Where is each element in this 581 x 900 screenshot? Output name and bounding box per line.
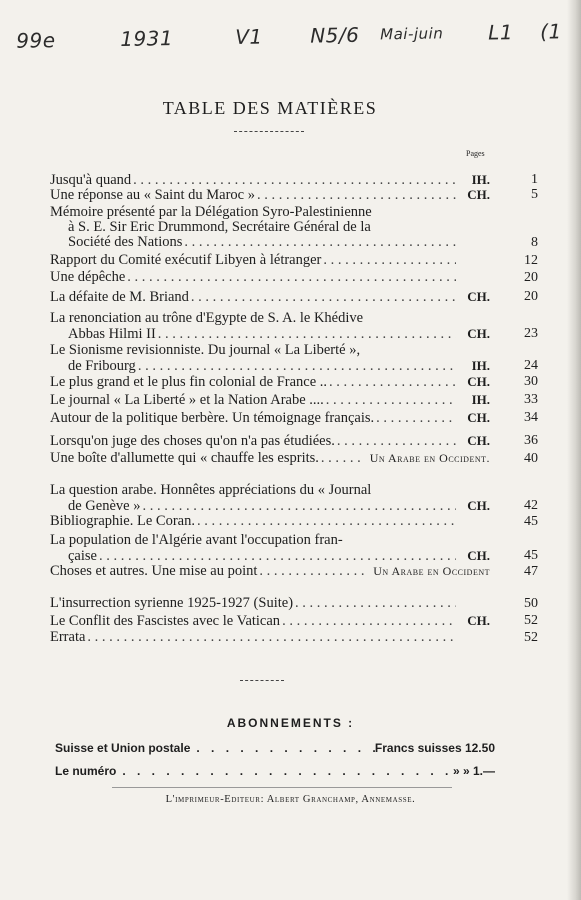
toc-entry-line — [50, 630, 490, 645]
toc-entry-title: Abbas Hilmi II — [68, 326, 156, 341]
toc-entry — [50, 630, 538, 645]
toc-entry-line — [50, 564, 490, 579]
toc-entry-page: 20 — [524, 270, 538, 285]
toc-entry-page: 36 — [524, 433, 538, 448]
toc-entry-title: à S. E. Sir Eric Drummond, Secrétaire Général de la — [68, 220, 371, 235]
page-edge-shadow — [567, 0, 581, 900]
toc-entry-line — [50, 187, 490, 202]
toc-entry-title: Le plus grand et le plus fin colonial de France .. — [50, 374, 328, 389]
leader-dots — [85, 630, 456, 645]
subscription-row — [55, 764, 495, 778]
toc-entry-line — [50, 172, 490, 187]
leader-dots — [182, 235, 456, 250]
toc-entry-line — [50, 410, 490, 425]
toc-entry-author: CH. — [467, 410, 490, 425]
toc-entry — [50, 270, 538, 285]
handwritten-note-1: 99e — [16, 28, 56, 53]
subscription-value: » » 1.— — [452, 764, 495, 778]
page-title: TABLE DES MATIÈRES — [162, 98, 378, 118]
handwritten-note-6: L1 — [487, 20, 514, 45]
toc-entry-author: CH. — [467, 433, 490, 448]
toc-entry-page: 24 — [524, 358, 538, 373]
leader-dots — [131, 173, 456, 187]
leader-dots — [293, 596, 456, 611]
toc-entry-line — [50, 326, 490, 341]
toc-entry-page: 42 — [524, 498, 538, 513]
toc-entry-line — [50, 483, 490, 498]
toc-entry-page: 45 — [524, 548, 538, 563]
subscription-label: Le numéro — [55, 764, 117, 778]
pages-column-label: Pages — [466, 149, 485, 158]
toc-entry-title: de Fribourg — [68, 358, 136, 373]
toc-entry-title: Le Conflit des Fascistes avec le Vatican — [50, 613, 281, 628]
toc-entry — [50, 533, 538, 563]
toc-entry-line — [50, 596, 490, 611]
toc-entry-title: Errata — [50, 630, 86, 645]
toc-entry-page: 12 — [524, 253, 538, 268]
toc-entry-author: CH. — [467, 289, 490, 304]
toc-entry-line — [50, 433, 490, 448]
leader-dots — [116, 764, 453, 778]
toc-entry-line — [50, 358, 490, 373]
toc-entry-line — [50, 613, 490, 628]
toc-entry-line — [50, 220, 490, 235]
leader-dots — [136, 359, 456, 373]
toc-entry-title: Lorsqu'on juge des choses qu'on n'a pas étudiées. — [50, 433, 335, 448]
toc-entry-page: 50 — [524, 596, 538, 611]
toc-entry-author: Un Arabe en Occident — [373, 564, 490, 578]
toc-entry-line — [50, 498, 490, 513]
handwritten-note-7: (1 — [539, 19, 562, 44]
toc-entry-line — [50, 311, 490, 326]
leader-dots — [125, 270, 456, 285]
toc-entry — [50, 392, 538, 407]
subscriptions-heading: ABONNEMENTS : — [226, 716, 355, 730]
toc-entry-title: La défaite de M. Briand — [50, 289, 189, 304]
toc-entry — [50, 596, 538, 611]
toc-entry-line — [50, 392, 490, 407]
toc-entry-title: La population de l'Algérie avant l'occupation fran- — [50, 533, 343, 548]
toc-entry-line — [50, 289, 490, 304]
leader-dots — [324, 393, 456, 407]
handwritten-note-2: 1931 — [120, 26, 174, 51]
leader-dots — [257, 564, 367, 579]
toc-entry — [50, 564, 538, 579]
toc-entry-title: Le Sionisme revisionniste. Du journal « La Liberté », — [50, 343, 361, 358]
leader-dots — [280, 614, 456, 628]
toc-entry-title: Une dépêche — [50, 270, 126, 285]
toc-entry — [50, 374, 538, 389]
leader-dots — [156, 327, 456, 341]
leader-dots — [327, 375, 456, 389]
toc-entry-line — [50, 548, 490, 563]
toc-entry-title: çaise — [68, 548, 97, 563]
leader-dots — [190, 741, 375, 755]
toc-entry-line — [50, 270, 490, 285]
toc-entry-author: CH. — [467, 187, 490, 202]
toc-entry — [50, 187, 538, 202]
toc-entry-page: 47 — [524, 564, 538, 579]
toc-entry — [50, 311, 538, 341]
toc-entry-page: 34 — [524, 410, 538, 425]
toc-entry-author: CH. — [467, 613, 490, 628]
title-rule — [234, 131, 304, 132]
leader-dots — [140, 499, 456, 513]
toc-entry-title: L'insurrection syrienne 1925-1927 (Suite) — [50, 596, 294, 611]
toc-entry-title: Une réponse au « Saint du Maroc » — [50, 187, 255, 202]
toc-entry-page: 52 — [524, 613, 538, 628]
toc-entry-title: Bibliographie. Le Coran. — [50, 514, 195, 529]
printer-rule — [112, 787, 452, 788]
toc-entry-title: Choses et autres. Une mise au point — [50, 564, 258, 579]
handwritten-note-5: Mai-juin — [380, 24, 444, 44]
toc-entry-title: La renonciation au trône d'Egypte de S. A. le Khédive — [50, 311, 364, 326]
toc-entry-title: de Genève » — [68, 498, 141, 513]
toc-entry — [50, 172, 538, 187]
leader-dots — [195, 514, 456, 529]
printer-imprint: L'imprimeur-Editeur: Albert Granchamp, Annemasse. — [165, 794, 416, 805]
toc-entry-page: 20 — [524, 289, 538, 304]
toc-entry-line — [50, 253, 490, 268]
toc-entry-line — [50, 374, 490, 389]
toc-entry-title: Jusqu'à quand — [50, 172, 132, 187]
toc-entry-page: 52 — [524, 630, 538, 645]
handwritten-note-3: V1 — [235, 24, 263, 49]
toc-entry — [50, 451, 538, 466]
toc-entry-line — [50, 533, 490, 548]
toc-entry-author: CH. — [467, 374, 490, 389]
toc-entry — [50, 289, 538, 304]
toc-entry-title: La question arabe. Honnêtes appréciations du « Journal — [50, 483, 372, 498]
toc-entry-author: IH. — [471, 172, 490, 187]
leader-dots — [321, 253, 456, 268]
toc-entry-line — [50, 235, 490, 250]
toc-entry-title: Une boîte d'allumette qui « chauffe les esprits. — [50, 451, 319, 466]
toc-entry-page: 5 — [531, 187, 538, 202]
toc-entry-page: 8 — [531, 235, 538, 250]
toc-entry — [50, 253, 538, 268]
toc-entry-page: 40 — [524, 451, 538, 466]
toc-entry — [50, 613, 538, 628]
handwritten-note-4: N5/6 — [309, 22, 360, 48]
subscription-label: Suisse et Union postale — [55, 741, 191, 755]
toc-entry-page: 30 — [524, 374, 538, 389]
toc-entry-author: CH. — [467, 548, 490, 563]
toc-entry-author: Un Arabe en Occident. — [369, 451, 490, 465]
toc-entry-line — [50, 205, 490, 220]
toc-entry-author: CH. — [467, 326, 490, 341]
toc-entry-title: Mémoire présenté par la Délégation Syro-Palestinienne — [50, 205, 372, 220]
toc-entry — [50, 514, 538, 529]
toc-entry — [50, 483, 538, 513]
toc-entry-page: 23 — [524, 326, 538, 341]
leader-dots — [319, 451, 364, 466]
toc-entry-line — [50, 343, 490, 358]
toc-entry-line — [50, 451, 490, 466]
toc-entry-line — [50, 514, 490, 529]
toc-entry — [50, 205, 538, 250]
toc-entry-page: 33 — [524, 392, 538, 407]
toc-entry-title: Société des Nations — [68, 235, 183, 250]
handwritten-annotation — [10, 19, 570, 53]
toc-entry-page: 1 — [531, 172, 538, 187]
leader-dots — [97, 549, 456, 563]
subscription-row — [55, 741, 495, 755]
leader-dots — [189, 290, 456, 304]
toc-entry — [50, 433, 538, 448]
toc-entry-author: CH. — [467, 498, 490, 513]
toc-entry-page: 45 — [524, 514, 538, 529]
toc-entry-author: IH. — [471, 392, 490, 407]
toc-entry — [50, 410, 538, 425]
section-divider — [240, 680, 284, 681]
leader-dots — [374, 411, 456, 425]
toc-entry-title: Autour de la politique berbère. Un témoignage français. — [50, 410, 375, 425]
leader-dots — [255, 188, 456, 202]
leader-dots — [335, 434, 456, 448]
toc-entry-title: Le journal « La Liberté » et la Nation Arabe .... — [50, 392, 324, 407]
subscription-value: Francs suisses 12.50 — [374, 741, 495, 755]
toc-entry-title: Rapport du Comité exécutif Libyen à létranger — [50, 253, 322, 268]
toc-entry-author: IH. — [471, 358, 490, 373]
toc-entry — [50, 343, 538, 373]
